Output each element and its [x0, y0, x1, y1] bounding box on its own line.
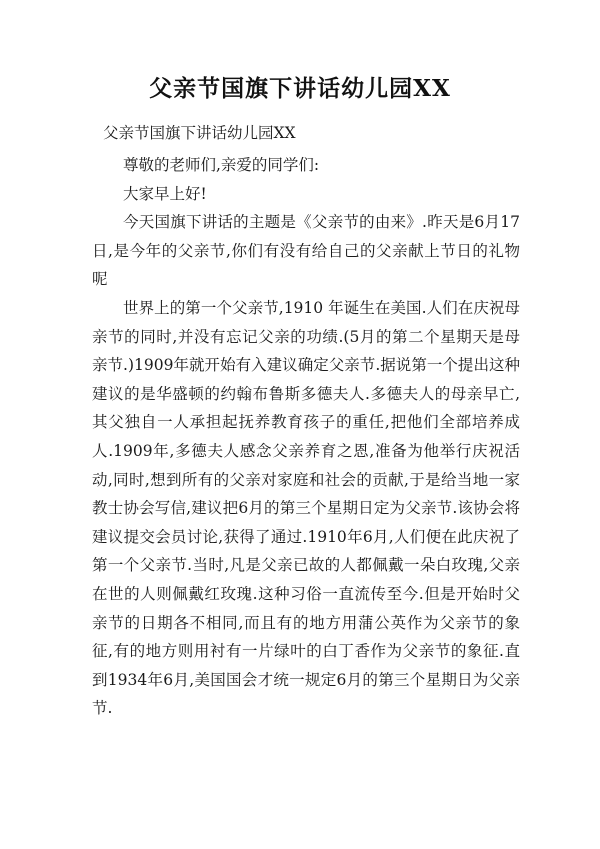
paragraph-history: 世界上的第一个父亲节,1910 年诞生在美国.人们在庆祝母亲节的同时,并没有忘记父亲的功绩.(5月的第二个星期天是母亲节.)1909年就开始有入建议确定父亲节.据说第一个提出这种建议的是华盛顿的约翰布鲁斯多德夫人.多德夫人的母亲早亡,其父独自一人承担起抚养教育孩子的重任,把他们全部培养成人.1909年,多德夫人感念父亲养育之恩,准备为他举行庆祝活动,同时,想到所有的父亲对家庭和社会的贡献,于是给当地一家教士协会写信,建议把6月的第三个星期日定为父亲节.该协会将建议提交会员讨论,获得了通过.1910年6月,人们便在此庆祝了第一个父亲节.当时,凡是父亲已故的人都佩戴一朵白玫瑰,父亲在世的人则佩戴红玫瑰.这种习俗一直流传至今.但是开始时父亲节的日期各不相同,而且有的地方用蒲公英作为父亲节的象征,有的地方则用衬有一片绿叶的白丁香作为父亲节的象征.直到1934年6月,美国国会才统一规定6月的第三个星期日为父亲节. [92, 298, 520, 718]
page-title: 父亲节国旗下讲话幼儿园XX [149, 75, 451, 102]
document-subtitle: 父亲节国旗下讲话幼儿园XX [103, 124, 296, 142]
paragraph-morning: 大家早上好! [123, 184, 207, 203]
document-body [92, 151, 520, 723]
paragraph-greeting: 尊敬的老师们,亲爱的同学们: [123, 156, 320, 174]
paragraph-topic: 今天国旗下讲话的主题是《父亲节的由来》.昨天是6月17日,是今年的父亲节,你们有没有给自己的父亲献上节日的礼物呢 [92, 213, 520, 289]
